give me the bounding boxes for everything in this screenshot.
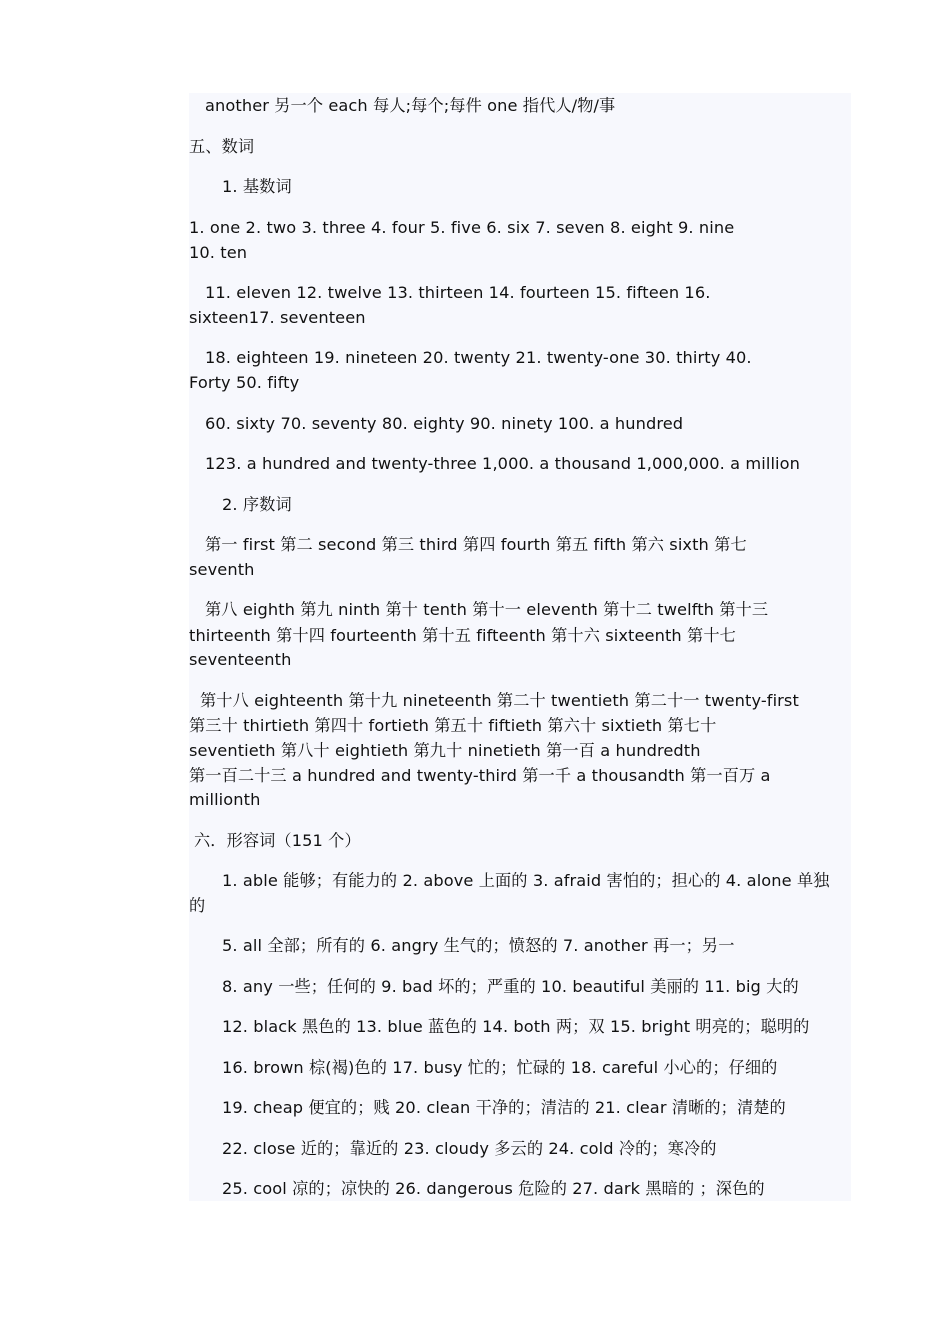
ordinal-line: 第一 first 第二 second 第三 third 第四 fourth 第五 fifth 第六 sixth 第七 bbox=[205, 535, 747, 554]
cardinal-line: 18. eighteen 19. nineteen 20. twenty 21. twenty-one 30. thirty 40. bbox=[205, 348, 752, 367]
cardinal-line: 11. eleven 12. twelve 13. thirteen 14. fourteen 15. fifteen 16. bbox=[205, 283, 711, 302]
ordinal-line: 第一百二十三 a hundred and twenty-third 第一千 a thousandth 第一百万 a bbox=[189, 766, 771, 785]
subheading-ordinal: 2. 序数词 bbox=[222, 495, 292, 514]
ordinal-line: seventh bbox=[189, 560, 255, 579]
ordinal-line: 第十八 eighteenth 第十九 nineteenth 第二十 twentieth 第二十一 twenty-first bbox=[200, 691, 799, 710]
ordinal-line: millionth bbox=[189, 790, 261, 809]
adjective-line: 5. all 全部；所有的 6. angry 生气的；愤怒的 7. another 再一；另一 bbox=[222, 936, 735, 955]
ordinal-line: seventieth 第八十 eightieth 第九十 ninetieth 第一百 a hundredth bbox=[189, 741, 701, 760]
adjective-line: 16. brown 棕(褐)色的 17. busy 忙的；忙碌的 18. careful 小心的；仔细的 bbox=[222, 1058, 778, 1077]
ordinal-line: 第八 eighth 第九 ninth 第十 tenth 第十一 eleventh 第十二 twelfth 第十三 bbox=[205, 600, 769, 619]
ordinal-line: seventeenth bbox=[189, 650, 292, 669]
adjective-line: 12. black 黑色的 13. blue 蓝色的 14. both 两；双 15. bright 明亮的；聪明的 bbox=[222, 1017, 810, 1036]
cardinal-line: 60. sixty 70. seventy 80. eighty 90. ninety 100. a hundred bbox=[205, 414, 684, 433]
pronoun-list-tail: another 另一个 each 每人;每个;每件 one 指代人/物/事 bbox=[205, 96, 616, 115]
subheading-cardinal: 1. 基数词 bbox=[222, 177, 292, 196]
adjective-line: 的 bbox=[189, 896, 206, 915]
ordinal-line: 第三十 thirtieth 第四十 fortieth 第五十 fiftieth 第六十 sixtieth 第七十 bbox=[189, 716, 717, 735]
adjective-line: 1. able 能够；有能力的 2. above 上面的 3. afraid 害怕的；担心的 4. alone 单独 bbox=[222, 871, 830, 890]
cardinal-line: Forty 50. fifty bbox=[189, 373, 300, 392]
section-heading-numerals: 五、数词 bbox=[189, 137, 255, 156]
adjective-line: 19. cheap 便宜的；贱 20. clean 干净的；清洁的 21. clear 清晰的；清楚的 bbox=[222, 1098, 786, 1117]
adjective-line: 25. cool 凉的；凉快的 26. dangerous 危险的 27. dark 黑暗的 ；深色的 bbox=[222, 1179, 765, 1198]
cardinal-line: 1. one 2. two 3. three 4. four 5. five 6. six 7. seven 8. eight 9. nine bbox=[189, 218, 735, 237]
adjective-line: 8. any 一些；任何的 9. bad 坏的；严重的 10. beautiful 美丽的 11. big 大的 bbox=[222, 977, 799, 996]
cardinal-line: 10. ten bbox=[189, 243, 248, 262]
section-heading-adjectives: 六．形容词（151 个） bbox=[194, 831, 361, 850]
cardinal-line: 123. a hundred and twenty-three 1,000. a thousand 1,000,000. a million bbox=[205, 454, 801, 473]
adjective-line: 22. close 近的；靠近的 23. cloudy 多云的 24. cold 冷的；寒冷的 bbox=[222, 1139, 717, 1158]
ordinal-line: thirteenth 第十四 fourteenth 第十五 fifteenth 第十六 sixteenth 第十七 bbox=[189, 626, 736, 645]
cardinal-line: sixteen17. seventeen bbox=[189, 308, 366, 327]
